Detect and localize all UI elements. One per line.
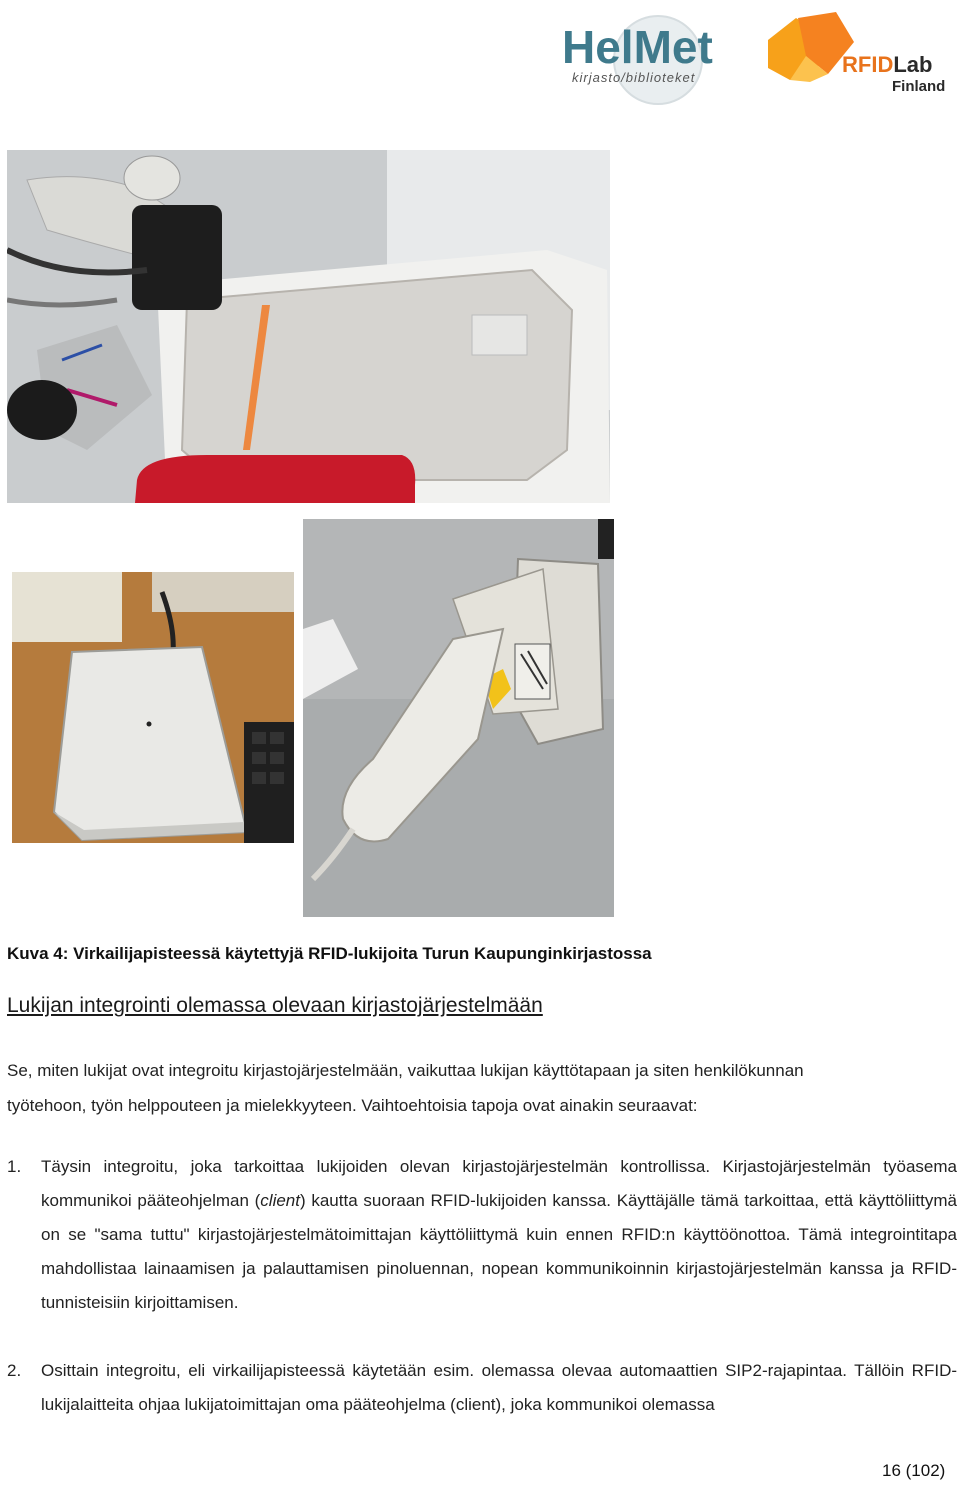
- list-item-number: 1.: [7, 1157, 22, 1176]
- list-item: [7, 1354, 957, 1424]
- photo-desk-reader-pad: [7, 150, 610, 503]
- section-heading: Lukijan integrointi olemassa olevaan kirjastojärjestelmään: [7, 994, 543, 1017]
- rfidlab-logo: [764, 10, 954, 100]
- rfidlab-logo-brand: RFIDLab: [842, 52, 933, 77]
- helmet-logo-tagline: kirjasto/biblioteket: [572, 70, 696, 85]
- photo-desktop-reader: [12, 572, 294, 843]
- intro-paragraph: [7, 1053, 957, 1123]
- helmet-logo: [560, 12, 740, 102]
- helmet-logo-name: HelMet: [562, 21, 713, 73]
- intro-line: Se, miten lukijat ovat integroitu kirjastojärjestelmään, vaikuttaa lukijan käyttötapaan ja siten henkilökunnan: [7, 1061, 804, 1080]
- rfidlab-logo-country: Finland: [892, 78, 946, 95]
- list-item-text: Osittain integroitu, eli virkailijapisteessä käytetään esim. olemassa olevaa automaattien SIP2-rajapintaa. Tällöin RFID-lukijalaitteita ohjaa lukijatoimittajan oma pääteohjelma (client), joka kommunikoi olemassa: [41, 1361, 958, 1414]
- page-number: 16 (102): [882, 1461, 946, 1480]
- figure-caption: Kuva 4: Virkailijapisteessä käytettyjä RFID-lukijoita Turun Kaupunginkirjastossa: [7, 944, 652, 963]
- list-item-number: 2.: [7, 1361, 22, 1380]
- intro-line: työtehoon, työn helppouteen ja mielekkyyteen. Vaihtoehtoisia tapoja ovat ainakin seuraavat:: [7, 1096, 698, 1115]
- list-item: [7, 1150, 957, 1325]
- photo-handheld-reader: [303, 519, 614, 917]
- list-item-text: Täysin integroitu, joka tarkoittaa lukijoiden olevan kirjastojärjestelmän kontrollissa. Kirjastojärjestelmän työasema kommunikoi pääteohjelman (client) kautta suoraan RFID-lukijoiden kanssa. Käyttäjälle tämä tarkoittaa, että käyttöliittymä on se "sama tuttu" kirjastojärjestelmätoimittajan käyttöliittymä kuin ennen RFID:n käyttöönottoa. Tämä integrointitapa mahdollistaa lainaamisen ja palauttamisen pinoluennan, nopean kommunikoinnin kirjastojärjestelmän kanssa ja RFID-tunnisteisiin kirjoittamisen.: [41, 1157, 957, 1312]
